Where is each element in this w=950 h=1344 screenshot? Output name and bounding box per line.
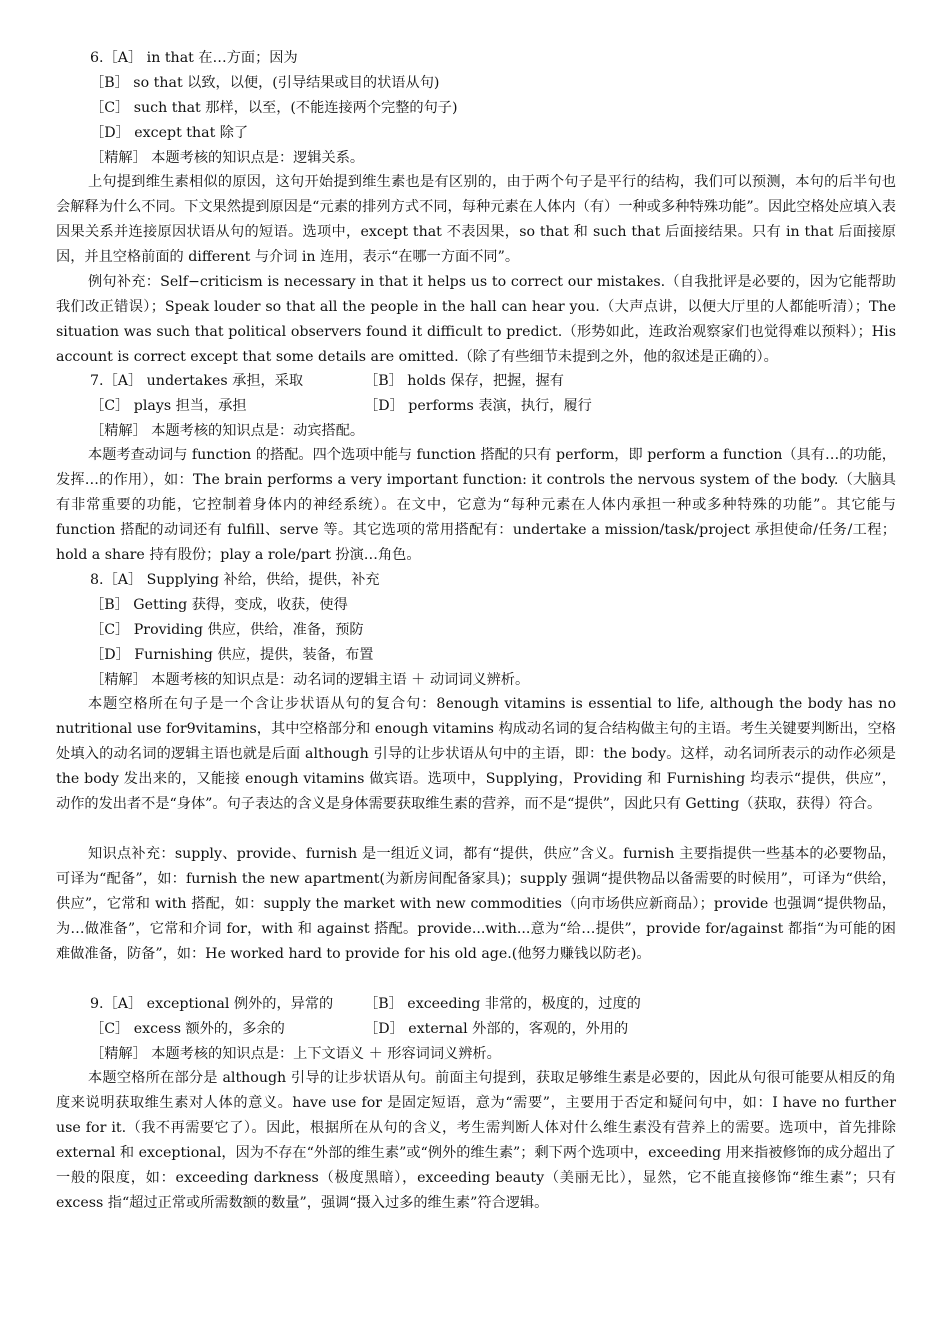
q9-option-c: ［C］ excess 额外的，多余的 [90, 1021, 285, 1037]
q8-option-d: ［D］ Furnishing 供应，提供，装备，布置 [90, 647, 374, 663]
q6-option-a: 6.［A］ in that 在…方面；因为 [90, 50, 298, 66]
q8-knowledge: 知识点补充：supply、provide、furnish 是一组近义词，都有“提供，供应”含义。furnish 主要指提供一些基本的必要物品，可译为“配备”，如：furnish the new apartment(为新房间配备家具)；supply 强调“提供物品以备需要的时候用”，可译为“供给，供应”，它常和 with 搭配，如：supply the market with new commodities（向市场供应新商品）；provide 也强调“提供物品，为…做准备”，它常和介词 for，with 和 against 搭配。provide...with...意为“给…提供”，provide for/against 都指“为可能的困难做准备，防备”，如：He worked hard to provide for his old age.(他努力赚钱以防老)。 [56, 846, 896, 962]
q7-explanation: 本题考查动词与 function 的搭配。四个选项中能与 function 搭配的只有 perform，即 perform a function（具有…的功能，发挥…的作用），如：The brain performs a very important function: it controls the nervous system of the body.（大脑具有非常重要的功能，它控制着身体内的神经系统）。在文中，它意为“每种元素在人体内承担一种或多种特殊的功能”。其它能与 function 搭配的动词还有 fulfill、serve 等。其它选项的常用搭配有：undertake a mission/task/project 承担使命/任务/工程；hold a share 持有股份；play a role/part 扮演…角色。 [56, 447, 896, 563]
q7-tip: ［精解］ 本题考核的知识点是：动宾搭配。 [90, 423, 365, 439]
q6-tip: ［精解］ 本题考核的知识点是：逻辑关系。 [90, 150, 365, 166]
q6-option-b: ［B］ so that 以致，以便，(引导结果或目的状语从句) [90, 75, 440, 91]
q6-explanation: 上句提到维生素相似的原因，这句开始提到维生素也是有区别的，由于两个句子是平行的结构，我们可以预测，本句的后半句也会解释为什么不同。下文果然提到原因是“元素的排列方式不同，每种元素在人体内（有）一种或多种特殊功能”。因此空格处应填入表因果关系并连接原因状语从句的短语。选项中，except that 不表因果，so that 和 such that 后面接结果。只有 in that 后面接原因，并且空格前面的 different 与介词 in 连用，表示“在哪一方面不同”。 [56, 174, 896, 265]
q8-option-b: ［B］ Getting 获得，变成，收获，使得 [90, 597, 348, 613]
q9-explanation: 本题空格所在部分是 although 引导的让步状语从句。前面主句提到，获取足够维生素是必要的，因此从句很可能要从相反的角度来说明获取维生素对人体的意义。have use for 是固定短语，意为“需要”，主要用于否定和疑问句中，如：I have no further use for it.（我不再需要它了）。因此，根据所在从句的含义，考生需判断人体对什么维生素没有营养上的需要。选项中，首先排除 external 和 exceptional，因为不存在“外部的维生素”或“例外的维生素”；剩下两个选项中，exceeding 用来指被修饰的成分超出了一般的限度，如：exceeding darkness（极度黑暗），exceeding beauty（美丽无比），显然，它不能直接修饰“维生素”；只有 excess 指“超过正常或所需数额的数量”，强调“摄入过多的维生素”符合逻辑。 [56, 1070, 896, 1211]
q6-option-d: ［D］ except that 除了 [90, 125, 249, 141]
q9-option-d: ［D］ external 外部的，客观的，外用的 [364, 1021, 629, 1037]
q7-option-c: ［C］ plays 担当，承担 [90, 398, 247, 414]
q8-explanation: 本题空格所在句子是一个含让步状语从句的复合句：8enough vitamins is essential to life, although the body has no nutritional use for9vitamins，其中空格部分和 enough vitamins 构成动名词的复合结构做主句的主语。考生关键要判断出，空格处填入的动名词的逻辑主语也就是后面 although 引导的让步状语从句中的主语，即：the body。这样，动名词所表示的动作必须是 the body 发出来的，又能接 enough vitamins 做宾语。选项中，Supplying，Providing 和 Furnishing 均表示“提供，供应”，动作的发出者不是“身体”。句子表达的含义是身体需要获取维生素的营养，而不是“提供”，因此只有 Getting（获取，获得）符合。 [56, 696, 896, 812]
q8-option-a: 8.［A］ Supplying 补给，供给，提供，补充 [90, 572, 380, 588]
q7-option-a: 7.［A］ undertakes 承担，采取 [90, 373, 304, 389]
q9-option-b: ［B］ exceeding 非常的，极度的，过度的 [364, 996, 641, 1012]
q9-tip: ［精解］ 本题考核的知识点是：上下文语义 ＋ 形容词词义辨析。 [90, 1046, 501, 1062]
q7-option-b: ［B］ holds 保存，把握，握有 [364, 373, 564, 389]
q8-tip: ［精解］ 本题考核的知识点是：动名词的逻辑主语 ＋ 动词词义辨析。 [90, 672, 530, 688]
q6-option-c: ［C］ such that 那样，以至，(不能连接两个完整的句子) [90, 100, 458, 116]
q8-option-c: ［C］ Providing 供应，供给，准备，预防 [90, 622, 364, 638]
q7-option-d: ［D］ performs 表演，执行，履行 [364, 398, 592, 414]
q9-option-a: 9.［A］ exceptional 例外的，异常的 [90, 996, 334, 1012]
q6-examples: 例句补充：Self−criticism is necessary in that it helps us to correct our mistakes.（自我批评是必要的，因为它能帮助我们改正错误）；Speak louder so that all the people in the hall can hear you.（大声点讲，以便大厅里的人都能听清）；The situation was such that political observers found it difficult to predict.（形势如此，连政治观察家们也觉得难以预料）；His account is correct except that some details are omitted.（除了有些细节未提到之外，他的叙述是正确的）。 [56, 274, 896, 365]
